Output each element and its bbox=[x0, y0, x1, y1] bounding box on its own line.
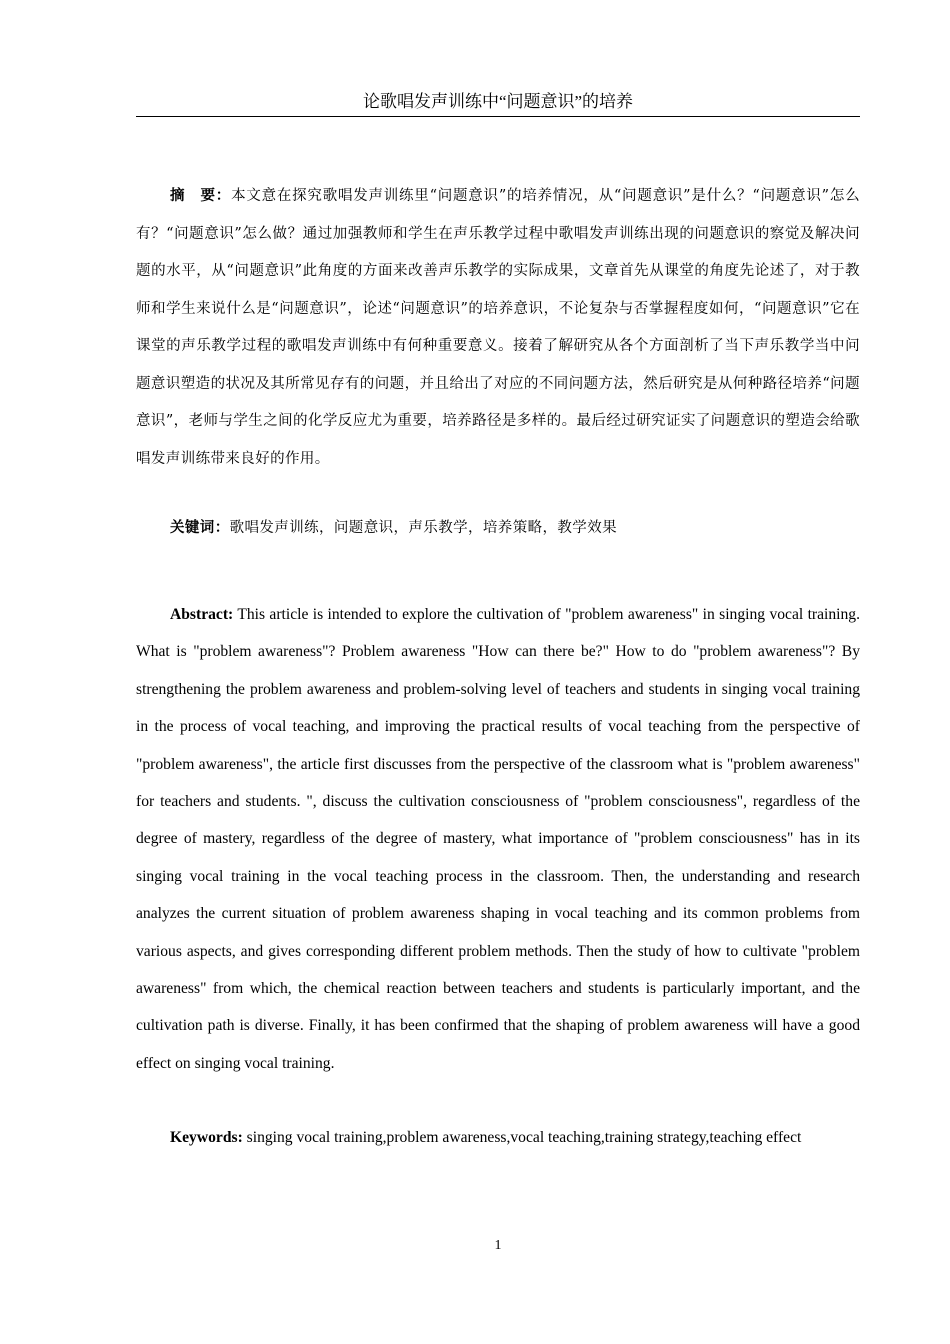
running-header-title: 论歌唱发声训练中“问题意识”的培养 bbox=[362, 92, 634, 111]
header-divider bbox=[136, 116, 860, 117]
chinese-abstract-text: 本文意在探究歌唱发声训练里“问题意识”的培养情况，从“问题意识”是什么？“问题意识”怎么有？“问题意识”怎么做？通过加强教师和学生在声乐教学过程中歌唱发声训练出现的问题意识的察觉及解决问题的水平，从“问题意识”此角度的方面来改善声乐教学的实际成果，文章首先从课堂的角度先论述了，对于教师和学生来说什么是“问题意识”，论述“问题意识”的培养意识，不论复杂与否掌握程度如何，“问题意识”它在课堂的声乐教学过程的歌唱发声训练中有何种重要意义。接着了解研究从各个方面剖析了当下声乐教学当中问题意识塑造的状况及其所常见存有的问题，并且给出了对应的不同问题方法，然后研究是从何种路径培养“问题意识”，老师与学生之间的化学反应尤为重要，培养路径是多样的。最后经过研究证实了问题意识的塑造会给歌唱发声训练带来良好的作用。 bbox=[136, 188, 860, 467]
english-keywords bbox=[136, 1119, 860, 1156]
chinese-abstract bbox=[136, 177, 860, 478]
english-abstract-text: This article is intended to explore the cultivation of "problem awareness" in singing vocal training. What is "problem awareness"? Problem awareness "How can there be?" How to do "problem awareness"? By strengthening the problem awareness and problem-solving level of teachers and students in singing vocal training in the process of vocal teaching, and improving the practical results of vocal teaching from the perspective of "problem awareness", the article first discusses from the perspective of the classroom what is "problem awareness" for teachers and students. ", discuss the cultivation consciousness of "problem consciousness", regardless of the degree of mastery, regardless of the degree of mastery, what importance of "problem consciousness" has in its singing vocal training in the vocal teaching process in the classroom. Then, the understanding and research analyzes the current situation of problem awareness shaping in vocal teaching and its common problems from various aspects, and gives corresponding different problem methods. Then the study of how to cultivate "problem awareness" from which, the chemical reaction between teachers and students is particularly important, and the cultivation path is diverse. Finally, it has been confirmed that the shaping of problem awareness will have a good effect on singing vocal training. bbox=[136, 606, 860, 1072]
english-abstract-label: Abstract: bbox=[170, 606, 234, 623]
chinese-abstract-label: 摘 要： bbox=[170, 187, 232, 204]
chinese-keywords-text: 歌唱发声训练，问题意识，声乐教学，培养策略，教学效果 bbox=[229, 520, 618, 536]
page-number: 1 bbox=[494, 1238, 502, 1253]
chinese-keywords bbox=[136, 509, 860, 548]
english-abstract bbox=[136, 596, 860, 1082]
english-keywords-label: Keywords: bbox=[170, 1129, 243, 1146]
chinese-keywords-label: 关键词： bbox=[170, 519, 230, 536]
english-keywords-text: singing vocal training,problem awareness,vocal teaching,training strategy,teaching effect bbox=[242, 1129, 802, 1146]
